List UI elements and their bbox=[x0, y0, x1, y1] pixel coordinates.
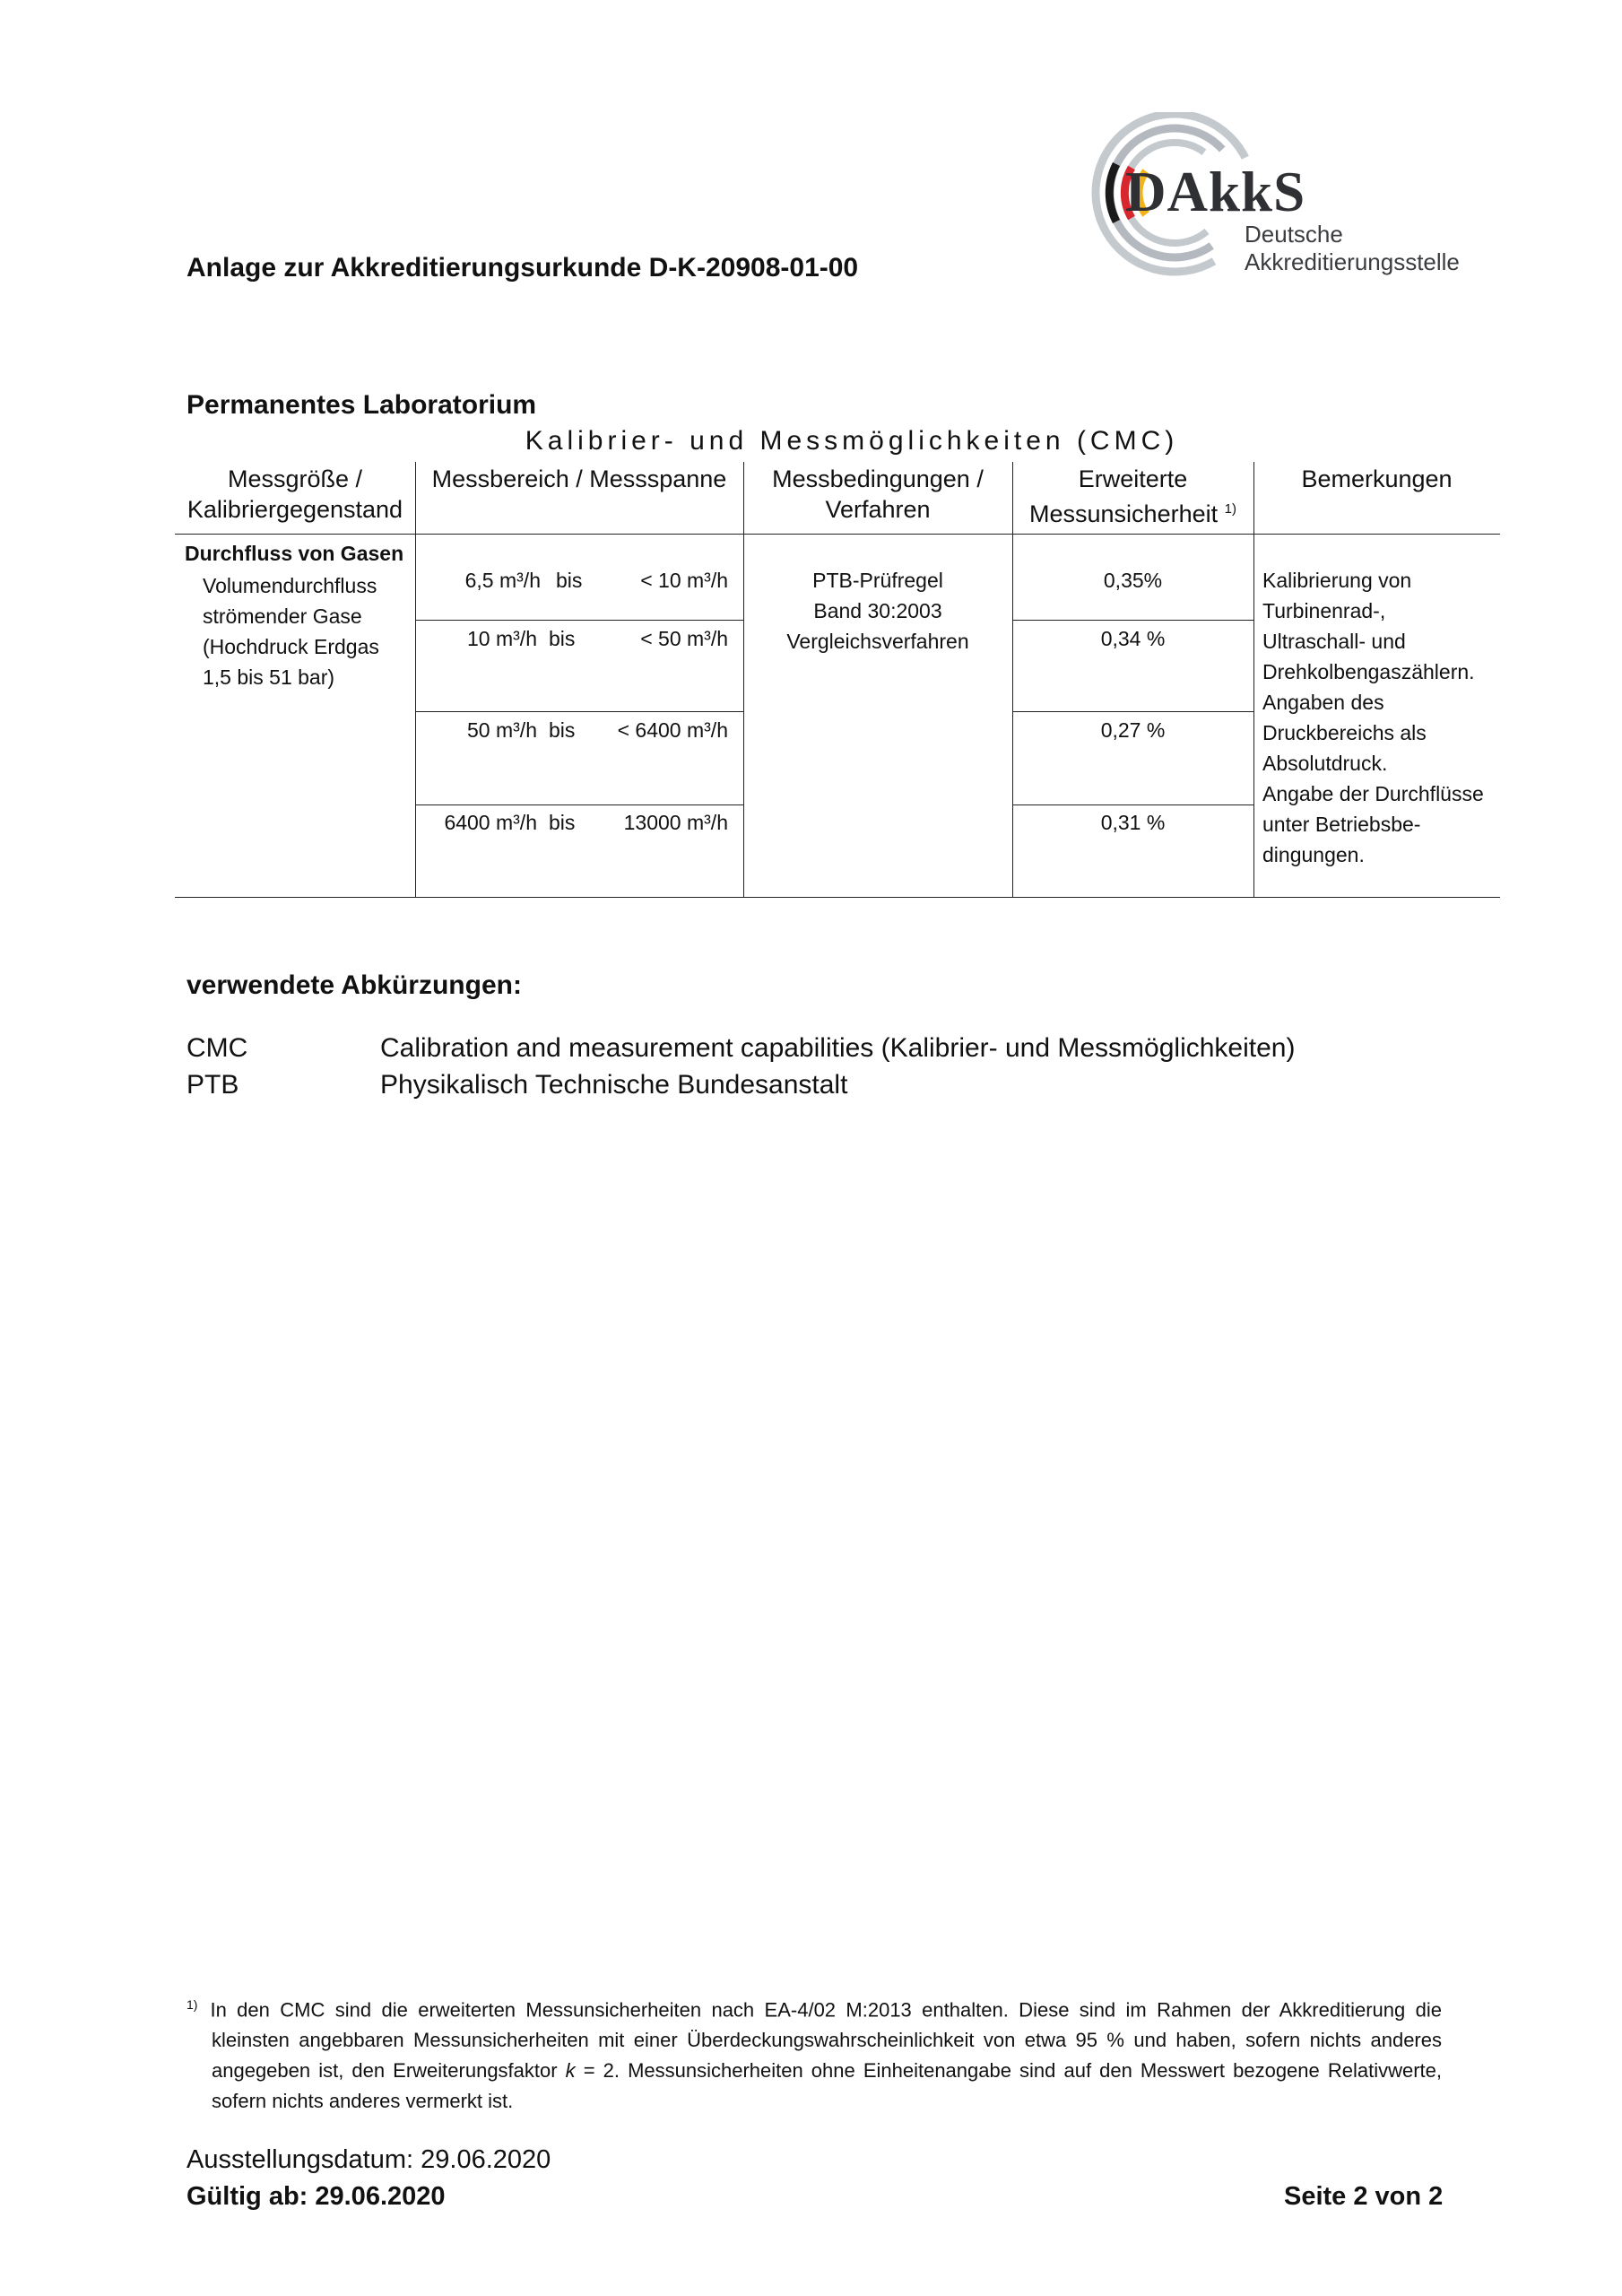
page-number: Seite 2 von 2 bbox=[1284, 2182, 1444, 2211]
measurement-conditions: PTB-Prüfregel Band 30:2003 Vergleichsverfahren bbox=[786, 569, 969, 653]
row-divider bbox=[415, 620, 743, 621]
uncertainty-value: 0,31 % bbox=[1100, 811, 1166, 834]
abbreviations-title: verwendete Abkürzungen: bbox=[186, 970, 522, 1000]
logo-subtitle-line1: Deutsche bbox=[1245, 221, 1343, 248]
header-measurand: Messgröße / Kalibriergegenstand bbox=[186, 465, 403, 523]
header-uncertainty: Erweiterte Messunsicherheit $^{1)}$ bbox=[1029, 465, 1236, 527]
header-range: Messbereich / Messspanne bbox=[431, 465, 727, 492]
abbreviation-key: CMC bbox=[186, 1033, 248, 1063]
range-from: 6,5 m³/h bbox=[464, 569, 541, 592]
header-remarks: Bemerkungen bbox=[1301, 465, 1453, 492]
footnote-ref: 1) bbox=[1224, 501, 1236, 517]
footnote-marker: 1) bbox=[186, 1997, 198, 2012]
footnote: $^{1)}$ In den CMC sind die erweiterten Messunsicherheiten nach EA-4/02 M:2013 enthalten. Diese sind im Rahmen der Akkreditierung die kleinsten angebbaren Messunsicherheiten mit einer Überdeckungswahrscheinlichkeit von etwa 95 % und haben, sofern nichts anderes angegeben ist, den Erweiterungsfaktor k = 2. Messunsicherheiten ohne Einheitenangabe sind auf den Messwert bezogene Relativwerte, sofern nichts anderes vermerkt ist. bbox=[186, 1997, 1442, 2113]
range-bis: bis bbox=[549, 718, 576, 742]
abbreviation-value: Physikalisch Technische Bundesanstalt bbox=[380, 1070, 848, 1100]
row-divider bbox=[415, 711, 743, 712]
document-title: Anlage zur Akkreditierungsurkunde D-K-20908-01-00 bbox=[186, 253, 859, 283]
table-bottom-rule bbox=[175, 897, 1500, 898]
remarks: Kalibrierung von Turbinenrad-, Ultraschall- und Drehkolbengaszählern. Angaben des Druckbereichs als Absolutdruck. Angabe der Durchflüsse unter Betriebsbe- dingungen. bbox=[1262, 569, 1484, 866]
group-title: Durchfluss von Gasen bbox=[185, 542, 404, 565]
range-from: 6400 m³/h bbox=[444, 811, 537, 834]
uncertainty-value: 0,35% bbox=[1103, 569, 1163, 592]
range-bis: bis bbox=[556, 569, 583, 592]
range-to: < 50 m³/h bbox=[640, 627, 728, 650]
range-bis: bis bbox=[549, 627, 576, 650]
logo-subtitle-line2: Akkreditierungsstelle bbox=[1245, 248, 1460, 275]
row-divider bbox=[1012, 620, 1253, 621]
range-bis: bis bbox=[549, 811, 576, 834]
row-divider bbox=[415, 804, 743, 805]
valid-from-date: Gültig ab: 29.06.2020 bbox=[186, 2182, 446, 2211]
row-divider bbox=[1012, 711, 1253, 712]
logo-wordmark: DAkkS bbox=[1125, 161, 1306, 223]
range-from: 10 m³/h bbox=[467, 627, 537, 650]
measurand-description: Volumendurchfluss strömender Gase (Hochdruck Erdgas 1,5 bis 51 bar) bbox=[203, 574, 379, 689]
range-to: < 10 m³/h bbox=[640, 569, 728, 592]
uncertainty-value: 0,34 % bbox=[1100, 627, 1166, 650]
range-from: 50 m³/h bbox=[467, 718, 537, 742]
header-conditions: Messbedingungen / Verfahren bbox=[772, 465, 984, 523]
table-caption: Kalibrier- und Messmöglichkeiten (CMC) bbox=[525, 426, 1179, 456]
column-divider bbox=[1253, 462, 1254, 897]
abbreviation-value: Calibration and measurement capabilities (Kalibrier- und Messmöglichkeiten) bbox=[380, 1033, 1296, 1063]
section-title: Permanentes Laboratorium bbox=[186, 390, 537, 420]
range-to: < 6400 m³/h bbox=[617, 718, 728, 742]
range-to: 13000 m³/h bbox=[623, 811, 728, 834]
table-header-rule bbox=[175, 534, 1500, 535]
uncertainty-value: 0,27 % bbox=[1100, 718, 1166, 742]
row-divider bbox=[1012, 804, 1253, 805]
issue-date: Ausstellungsdatum: 29.06.2020 bbox=[186, 2145, 551, 2174]
column-divider bbox=[743, 462, 744, 897]
abbreviation-key: PTB bbox=[186, 1070, 239, 1100]
